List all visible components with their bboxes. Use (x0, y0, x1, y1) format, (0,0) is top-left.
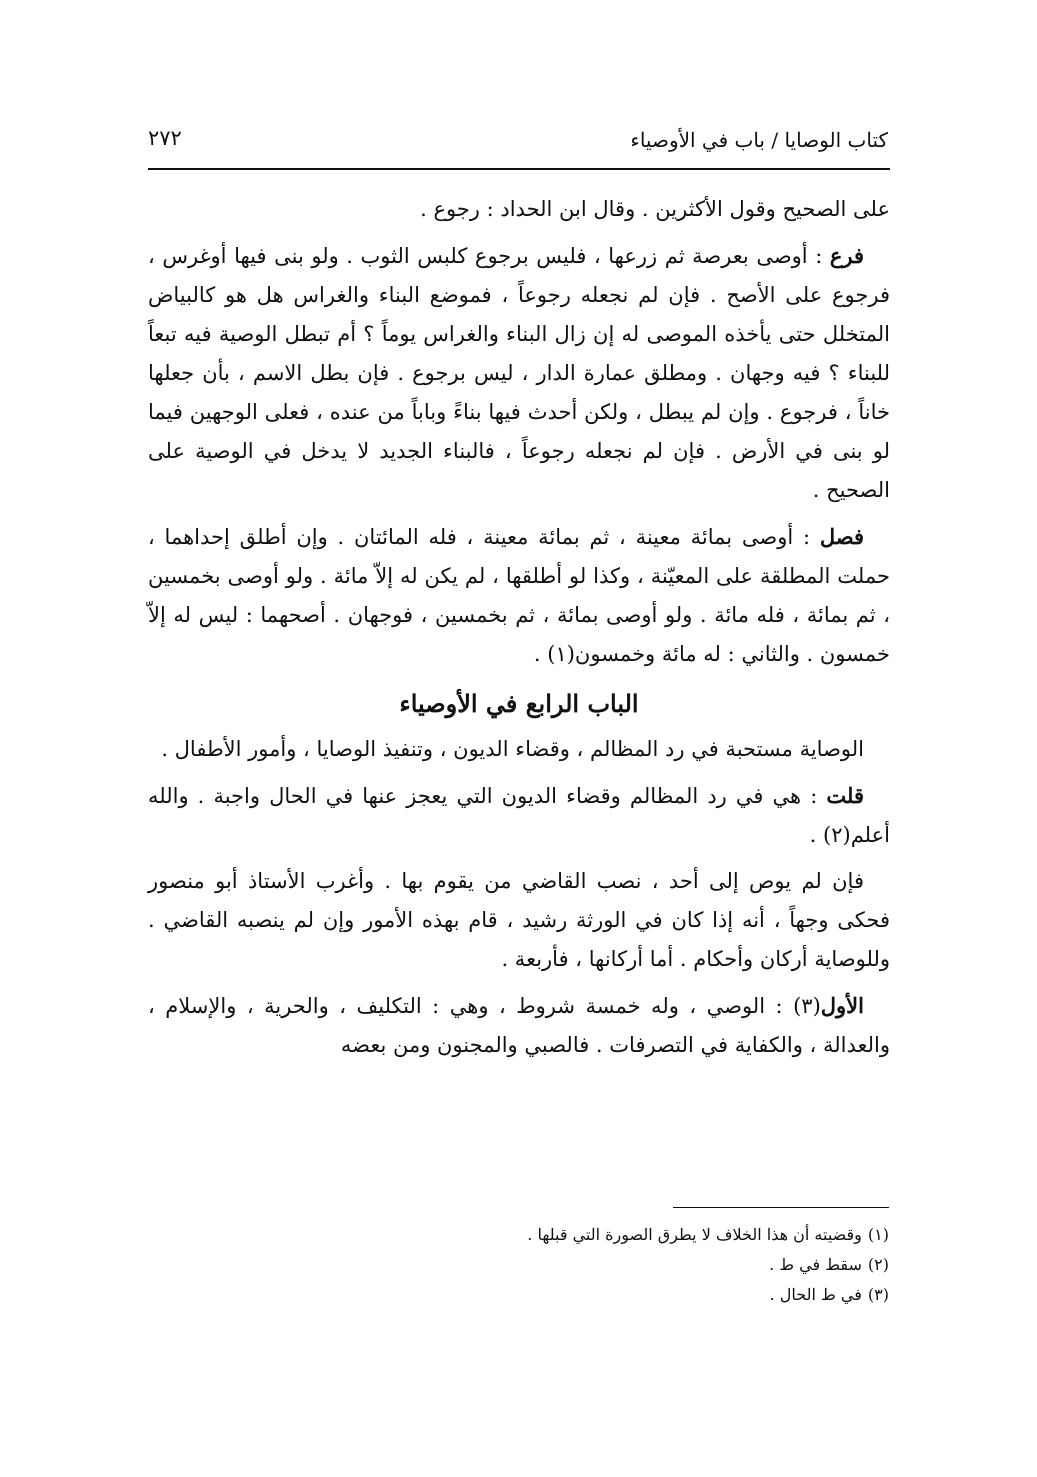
paragraph-text: فإن لم يوص إلى أحد ، نصب القاضي من يقوم بها . وأغرب الأستاذ أبو منصور فحكى وجهاً ، أنه إذا كان في الورثة رشيد ، قام بهذه الأمور وإن لم ينصبه القاضي . وللوصاية أركان وأحكام . أما أركانها ، فأربعة . (148, 869, 890, 971)
paragraph-keyword: فرع (829, 243, 864, 268)
footnote (147, 1250, 889, 1280)
paragraph-text: : أوصى بمائة معينة ، ثم بمائة معينة ، فله المائتان . وإن أطلق إحداهما ، حملت المطلقة على المعيّنة ، وكذا لو أطلقها ، لم يكن له إلاّ مائة . ولو أوصى بخمسين ، ثم بمائة ، فله مائة . ولو أوصى بمائة ، ثم بخمسين ، فوجهان . أصحهما : ليس له إلاّ خمسون . والثاني : له مائة وخمسون(١) . (148, 525, 890, 666)
running-title: كتاب الوصايا / باب في الأوصياء (630, 128, 888, 152)
footnotes (147, 1220, 889, 1310)
footnote (147, 1220, 889, 1250)
footnote-text: في ط الحال . (769, 1285, 862, 1304)
paragraph-fasl (148, 517, 890, 674)
paragraph-text: الوصاية مستحبة في رد المظالم ، وقضاء الديون ، وتنفيذ الوصايا ، وأمور الأطفال . (161, 737, 864, 761)
paragraph-text: على الصحيح وقول الأكثرين . وقال ابن الحداد : رجوع . (420, 197, 890, 221)
paragraph-1 (148, 190, 890, 229)
running-header (148, 124, 888, 160)
footnote-number: (١) (867, 1225, 889, 1244)
paragraph-qultu (148, 776, 890, 855)
paragraph-awwal (148, 986, 890, 1065)
footnote-divider (673, 1207, 889, 1208)
paragraph-keyword: قلت (826, 783, 864, 808)
paragraph-keyword: الأول (820, 993, 864, 1018)
footnote-text: وقضيته أن هذا الخلاف لا يطرق الصورة التي قبلها . (527, 1225, 862, 1244)
header-divider (148, 168, 890, 170)
paragraph-wisaya (148, 730, 890, 769)
main-text (148, 190, 890, 1065)
footnote-number: (٣) (867, 1285, 889, 1304)
footnote-number: (٢) (867, 1255, 889, 1274)
chapter-title: الباب الرابع في الأوصياء (399, 689, 639, 718)
paragraph-far (148, 236, 890, 510)
footnote (147, 1280, 889, 1310)
paragraph-text: : هي في رد المظالم وقضاء الديون التي يعجز عنها في الحال واجبة . والله أعلم(٢) . (148, 784, 890, 847)
footnote-text: سقط في ط . (769, 1255, 862, 1274)
page-number: ٢٧٢ (148, 126, 182, 150)
paragraph-text: : أوصى بعرصة ثم زرعها ، فليس برجوع كلبس الثوب . ولو بنى فيها أوغرس ، فرجوع على الأصح . فإن لم نجعله رجوعاً ، فموضع البناء والغراس هل هو كالبياض المتخلل حتى يأخذه الموصى له إن زال البناء والغراس يوماً ؟ أم تبطل الوصية فيه تبعاً للبناء ؟ فيه وجهان . ومطلق عمارة الدار ، ليس برجوع . فإن بطل الاسم ، بأن جعلها خاناً ، فرجوع . وإن لم يبطل ، ولكن أحدث فيها بناءً وباباً من عنده ، فعلى الوجهين فيما لو بنى في الأرض . فإن لم نجعله رجوعاً ، فالبناء الجديد لا يدخل في الوصية على الصحيح . (148, 244, 890, 502)
paragraph-text: (٣) : الوصي ، وله خمسة شروط ، وهي : التكليف ، والحرية ، والإسلام ، والعدالة ، والكفاية في التصرفات . فالصبي والمجنون ومن بعضه (148, 994, 890, 1057)
paragraph-keyword: فصل (819, 524, 864, 549)
paragraph-qadi (148, 862, 890, 979)
